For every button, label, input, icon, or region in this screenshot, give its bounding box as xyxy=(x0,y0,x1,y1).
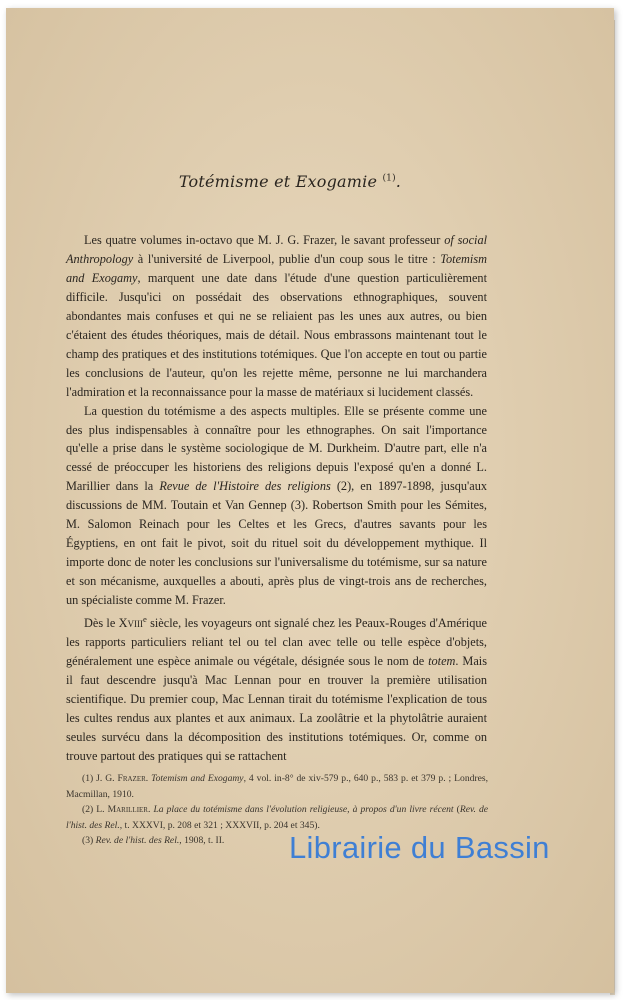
paragraph xyxy=(66,402,487,610)
article-body xyxy=(66,231,487,766)
text-run: Xviii xyxy=(118,616,143,631)
text-run: Dès le xyxy=(84,616,119,631)
text-run: . Mais il faut descendre jusqu'à Mac Lennan pour en trouver la première utilisation scientifique. Du premier coup, Mac Lennan tirait du totémisme l'explication de tous les cultes rendus aux plantes et aux animaux. La zoolâtrie et la phytolâtrie auraient seules survécu dans la décomposition des institutions totémiques. Or, comme on trouve partout des pratiques qui se rattachent xyxy=(66,654,487,763)
text-run: , marquent une date dans l'étude d'une question particulièrement difficile. Jusqu'ici on possédait des observations ethnographiques, souvent abondantes mais confuses et qui ne se reliaient pas les unes aux autres, ou bien c'étaient des études théoriques, mais de détail. Nous embrassons maintenant tout le champ des pratiques et des institutions totémiques. Que l'on accepte en tout ou partie les conclusions de l'auteur, qu'on les rejette même, personne ne lui marchandera l'admiration et la reconnaissance pour la masse de matériaux si lucidement classés. xyxy=(66,270,487,399)
text-run: Les quatre volumes in-octavo que M. J. G. Frazer, le savant professeur xyxy=(84,233,445,247)
text-run: , 4 vol. in-8° de xiv-579 p., 640 p., 583 p. et 379 p. ; Londres, Macmillan, 1910. xyxy=(66,773,489,800)
text-run: (2) L. xyxy=(82,804,108,815)
text-run: siècle, les voyageurs ont signalé chez les Peaux-Rouges d'Amérique les rapports particuliers reliant tel ou tel clan avec telle ou telle espèce d'objets, généralement une espèce animale ou végétale, désignée sous le nom de xyxy=(66,616,487,669)
article-title: Totémisme et Exogamie $^{(1)}$. xyxy=(178,172,402,191)
footnote xyxy=(66,771,488,802)
text-run: (3) xyxy=(82,835,96,846)
italic-run: Totemism and Exogamy xyxy=(66,251,487,285)
italic-run: Revue de l'Histoire des religions xyxy=(159,479,331,494)
italic-run: Rev. de l'hist. des Rel. xyxy=(95,835,180,846)
text-run: , t. XXXVI, p. 208 et 321 ; XXXVII, p. 204 et 345). xyxy=(119,819,320,831)
text-run: (1) J. G. xyxy=(82,773,118,784)
text-run: . xyxy=(147,804,154,815)
text-run: e xyxy=(142,614,147,625)
italic-run: Rev. de l'hist. des Rel. xyxy=(66,804,488,831)
title-note-marker: (1) xyxy=(382,173,396,184)
bookseller-watermark: Librairie du Bassin xyxy=(289,830,550,865)
italic-run: of social Anthropology xyxy=(66,233,488,266)
text-run: à l'université de Liverpool, publie d'un coup sous le titre : xyxy=(133,251,441,266)
italic-run: La place du totémisme dans l'évolution religieuse, à propos d'un livre récent xyxy=(153,804,454,815)
italic-run: Totemism and Exogamy xyxy=(151,773,244,784)
italic-run: totem xyxy=(428,654,456,669)
text-run: Marillier xyxy=(107,804,148,815)
text-run: . xyxy=(145,773,152,784)
text-run: ( xyxy=(453,804,460,815)
text-run: , 1908, t. II. xyxy=(179,835,225,846)
paragraph xyxy=(66,610,487,766)
text-run: Frazer xyxy=(117,773,146,784)
text-run: La question du totémisme a des aspects multiples. Elle se présente comme une des plus indispensables à connaître pour les ethnographes. On sait l'importance qu'elle a prise dans le système sociologique de M. Durkheim. D'autre part, elle n'a cessé de préoccuper les historiens des religions depuis l'exposé qu'en a donné L. Marillier dans la xyxy=(66,403,487,494)
footnote xyxy=(66,802,488,833)
paragraph xyxy=(66,231,487,402)
text-run: (2), en 1897-1898, jusqu'aux discussions de MM. Toutain et Van Gennep (3). Robertson Smith pour les Sémites, M. Salomon Reinach pour les Celtes et les Grecs, d'autres savants pour les Égyptiens, en ont fait le pivot, soit du rituel soit du développement mythique. Il importe donc de noter les conclusions sur l'universalisme du totémisme, sur sa nature et son mécanisme, auxquelles a abouti, après plus de vingt-trois ans de recherches, un spécialiste comme M. Frazer. xyxy=(66,479,488,608)
